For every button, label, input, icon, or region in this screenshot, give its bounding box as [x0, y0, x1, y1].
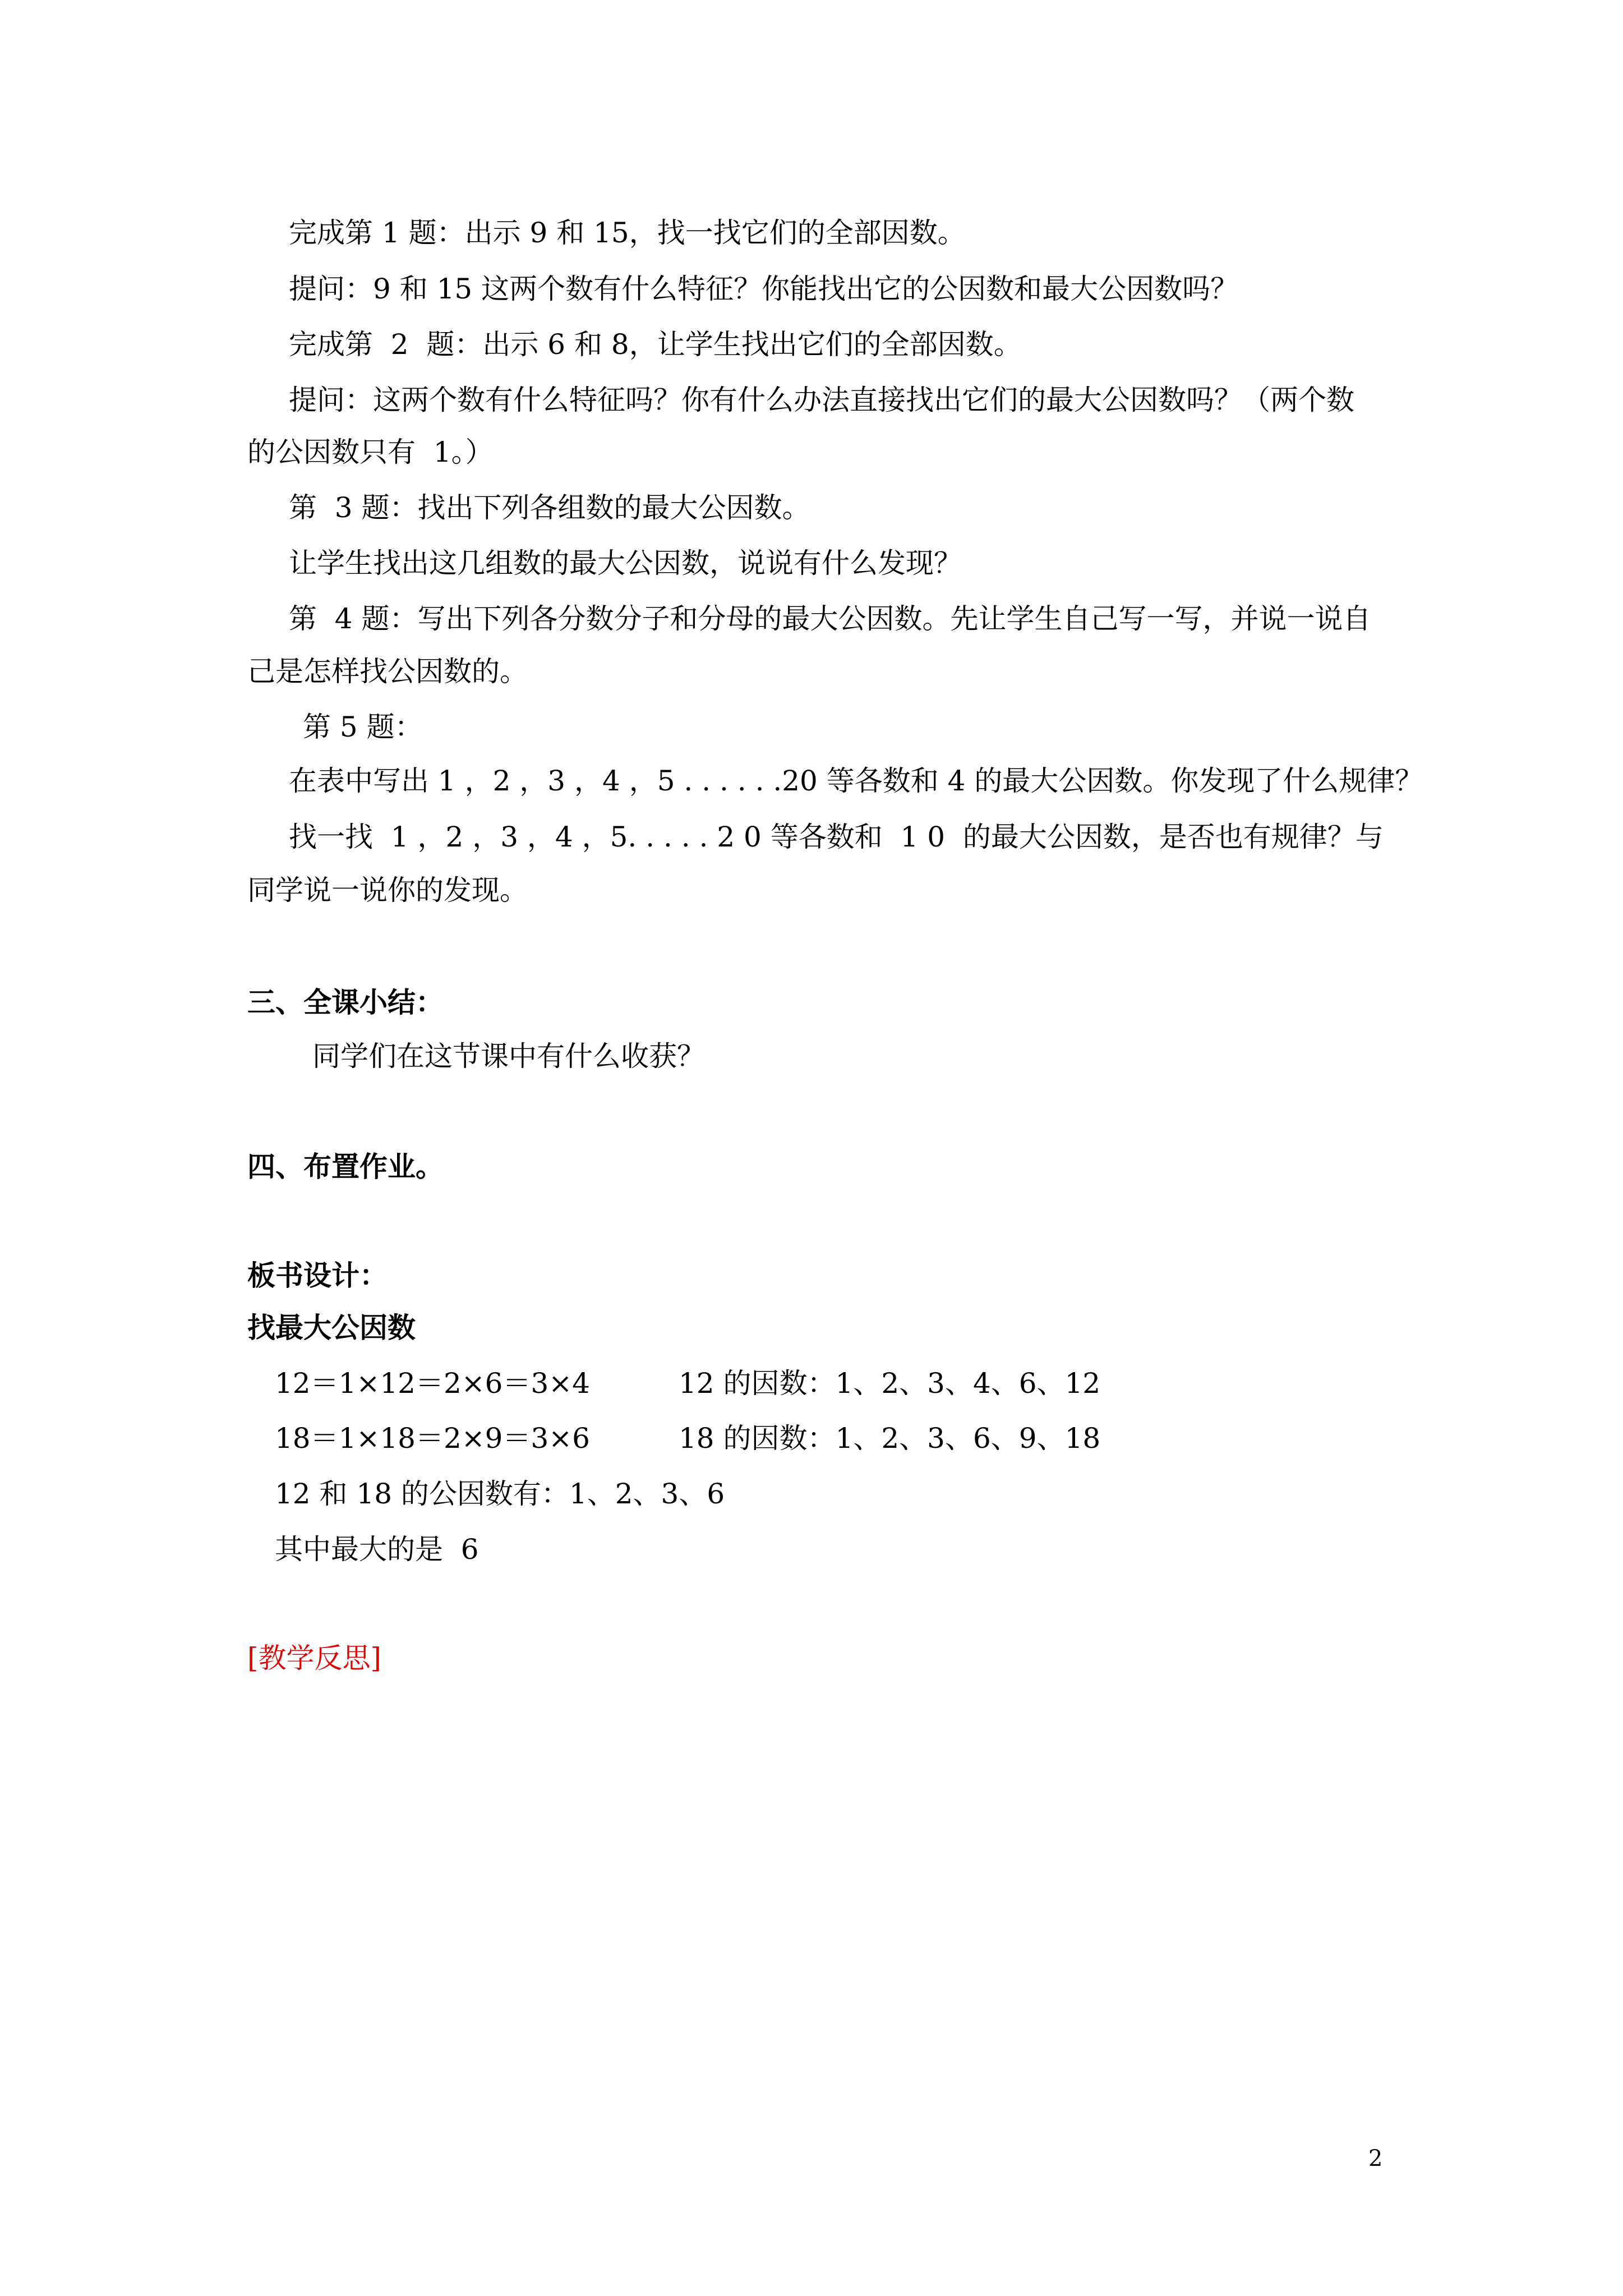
teaching-reflection-heading: [教学反思]: [247, 1642, 382, 1674]
paragraph-q4-cont: 己是怎样找公因数的。: [247, 655, 528, 688]
paragraph-q1: 完成第 1 题：出示 9 和 15，找一找它们的全部因数。: [289, 217, 966, 249]
board-equation-12: 12＝1×12＝2×6＝3×4: [275, 1367, 590, 1400]
paragraph-q5-part2: 找一找 1 ，2 ，3 ，4 ，5. . . . . 2 0 等各数和 1 0 的最大公因数，是否也有规律？与: [289, 821, 1384, 853]
page-number: 2: [1368, 2146, 1383, 2171]
section-summary-body: 同学们在这节课中有什么收获？: [312, 1040, 705, 1073]
board-design-heading: 板书设计：: [247, 1259, 388, 1292]
board-equation-18: 18＝1×18＝2×9＝3×6: [275, 1422, 590, 1455]
paragraph-q2-question: 提问：这两个数有什么特征吗？你有什么办法直接找出它们的最大公因数吗？（两个数: [289, 384, 1354, 416]
section-summary-heading: 三、全课小结：: [247, 986, 444, 1019]
paragraph-q3-note: 让学生找出这几组数的最大公因数，说说有什么发现？: [289, 547, 962, 579]
paragraph-q1-question: 提问：9 和 15 这两个数有什么特征？你能找出它的公因数和最大公因数吗？: [289, 273, 1239, 305]
paragraph-q5: 第 5 题：: [303, 711, 423, 743]
paragraph-q2: 完成第 2 题：出示 6 和 8，让学生找出它们的全部因数。: [289, 328, 1022, 361]
paragraph-q5-part1: 在表中写出 1 ，2 ，3 ，4 ，5 . . . . . .20 等各数和 4 的最大公因数。你发现了什么规律？: [289, 765, 1423, 797]
board-common-factors: 12 和 18 的公因数有：1、2、3、6: [275, 1478, 725, 1510]
section-homework-heading: 四、布置作业。: [247, 1151, 444, 1183]
paragraph-q3: 第 3 题：找出下列各组数的最大公因数。: [289, 491, 810, 524]
board-greatest-factor: 其中最大的是 6: [275, 1533, 479, 1566]
paragraph-q5-part2-cont: 同学说一说你的发现。: [247, 874, 528, 907]
board-design-title: 找最大公因数: [247, 1312, 416, 1344]
board-factors-12: 12 的因数：1、2、3、4、6、12: [679, 1367, 1101, 1400]
board-factors-18: 18 的因数：1、2、3、6、9、18: [679, 1422, 1101, 1455]
paragraph-q4: 第 4 题：写出下列各分数分子和分母的最大公因数。先让学生自己写一写，并说一说自: [289, 602, 1371, 635]
paragraph-q2-question-cont: 的公因数只有 1。）: [247, 436, 494, 468]
